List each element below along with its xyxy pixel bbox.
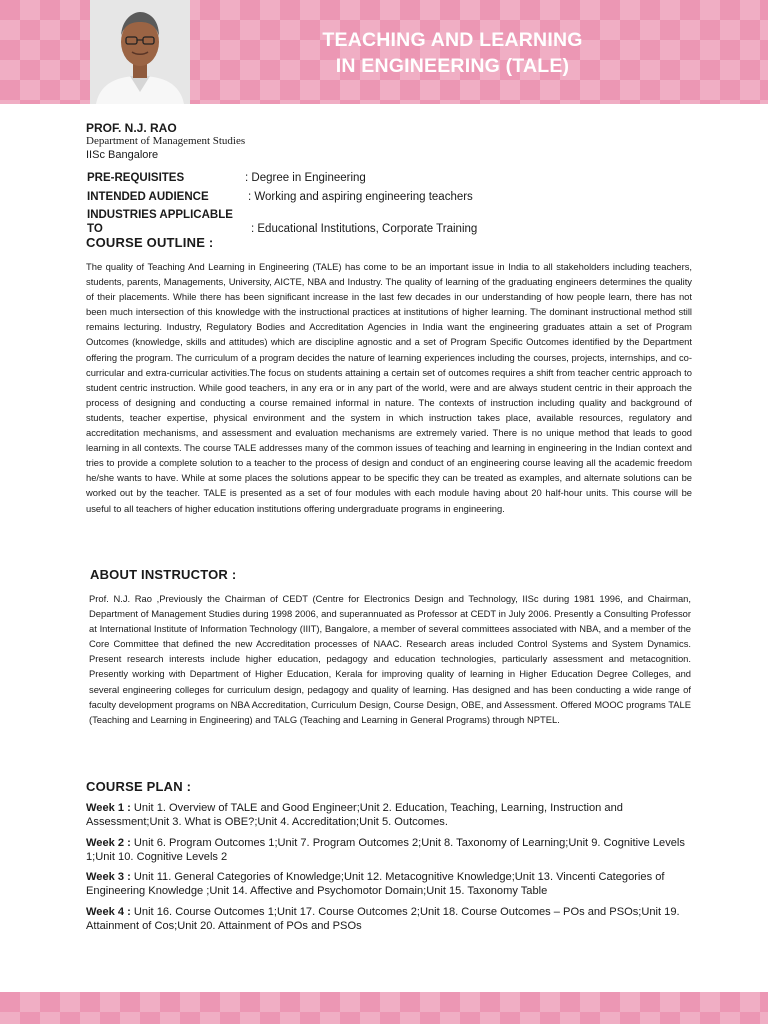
meta-label: INTENDED AUDIENCE [87, 191, 209, 203]
instructor-department: Department of Management Studies [86, 135, 246, 147]
course-outline-text: The quality of Teaching And Learning in Engineering (TALE) has come to be an important issue in India to all stakeholders including teachers, students, parents, Managements, University, AICTE, NBA and Industry. The quality of learning of the graduating engineers determines the quality of their placements. While there has been significant increase in the last few decades in our understanding of how people learn, there has not been much intersection of this knowledge with the instructional practices at institutions of higher learning. The dominant instructional method still remains lecturing. Industry, Regulatory Bodies and Accreditation Agencies in India want the engineering graduates attain a set of Program Outcomes (knowledge, skills and attitudes) which are discipline agnostic and a set of Program Specific Outcomes identified by the Department offering the program. The curriculum of a program decides the nature of learning experiences including the courses, projects, internships, and co-curricular and extra-curricular activities.The focus on students attaining a certain set of outcomes requires a shift from teacher centric approach to student centric instruction. While good teachers, in any era or in any part of the world, were and are always student centric in their approach the process of designing and conducting a course remained informal in nature. The contexts of instruction including quality and background of students, teacher expertise, physical environment and the system in which instruction takes place, available resources, regulatory and accreditation mechanisms, and assessment and evaluation mechanisms are extremely varied. There is no unique method that leads to good learning in all contexts. The course TALE addresses many of the common issues of teaching and learning in engineering in the Indian context and tries to provide a complete solution to a teacher to the process of design and conduct of an engineering course leaving all the academic freedom he/she wants to have. While at some places the solutions appear to be specific they can be treated as examples, and alternate solutions can be worked out by the teacher. TALE is presented as a set of four modules with each module having about 20 half-hour units. This course will be useful to all teachers of higher education institutions offering undergraduate programs in engineering. [86, 261, 692, 514]
about-instructor-heading: ABOUT INSTRUCTOR : [90, 567, 237, 582]
meta-value: : Working and aspiring engineering teachers [248, 191, 473, 203]
instructor-name: PROF. N.J. RAO [86, 121, 177, 135]
course-plan-heading: COURSE PLAN : [86, 779, 192, 794]
footer-band [0, 992, 768, 1024]
week-label: Week 4 : [86, 906, 131, 918]
week-label: Week 1 : [86, 802, 131, 814]
course-plan-week-3 [86, 870, 696, 898]
meta-industries [87, 208, 707, 236]
week-units: Unit 1. Overview of TALE and Good Engineer;Unit 2. Education, Teaching, Learning, Instruction and Assessment;Unit 3. What is OBE?;Unit 4. Accreditation;Unit 5. Outcomes. [86, 802, 623, 829]
header-banner [0, 0, 768, 104]
course-plan-week-4 [86, 905, 696, 933]
about-instructor-text: Prof. N.J. Rao ,Previously the Chairman of CEDT (Centre for Electronics Design and Technology, IISc during 1981 1996, and Chairman, Department of Management Studies during 1998 2006, and superannuated as Professor at CEDT in July 2006. Presently a Consulting Professor at International Institute of Information Technology (IIIT), Bangalore, a member of several committees associated with NBA, and a member of the Core Committee that defined the new Accreditation processes of NAAC. Research areas included Control Systems and System Dynamics. Present research interests include higher education, pedagogy and education technologies, particularly assessment and metacognition. Presently working with Department of Higher Education, Kerala for improving quality of learning in Higher Education Degree Colleges, and several engineering colleges for curriculum design, pedagogy and quality of learning. Has designed and has been conducting a wide range of faculty development programs on NBA Accreditation, Curriculum Design, Course Design, OBE, and Assessment. Offered MOOC programs TALE (Teaching and Learning in Engineering) and TALG (Teaching and Learning in General Programs) through NPTEL. [89, 593, 691, 725]
course-outline-heading: COURSE OUTLINE : [86, 235, 214, 250]
course-plan-week-2 [86, 836, 696, 864]
course-title-line-1: TEACHING AND LEARNING [322, 29, 583, 51]
meta-prerequisites [87, 171, 707, 185]
week-label: Week 2 : [86, 837, 131, 849]
instructor-institute: IISc Bangalore [86, 149, 159, 161]
meta-value: : Educational Institutions, Corporate Training [251, 223, 478, 235]
instructor-photo [90, 0, 190, 104]
course-title-line-2: IN ENGINEERING (TALE) [335, 55, 570, 77]
course-plan-week-1 [86, 801, 696, 829]
meta-intended-audience [87, 190, 707, 204]
week-units: Unit 6. Program Outcomes 1;Unit 7. Program Outcomes 2;Unit 8. Taxonomy of Learning;Unit 9. Cognitive Levels 1;Unit 10. Cognitive Levels 2 [86, 837, 685, 864]
meta-value: : Degree in Engineering [245, 172, 366, 184]
course-title [300, 27, 605, 79]
meta-label: INDUSTRIES APPLICABLE TO [87, 209, 233, 235]
meta-label: PRE-REQUISITES [87, 172, 185, 184]
week-units: Unit 16. Course Outcomes 1;Unit 17. Course Outcomes 2;Unit 18. Course Outcomes – POs and PSOs;Unit 19. Attainment of Cos;Unit 20. Attainment of POs and PSOs [86, 906, 680, 933]
week-units: Unit 11. General Categories of Knowledge;Unit 12. Metacognitive Knowledge;Unit 13. Vincenti Categories of Engineering Knowledge ;Unit 14. Affective and Psychomotor Domain;Unit 15. Taxonomy Table [86, 871, 665, 898]
instructor-portrait-icon [90, 0, 190, 104]
week-label: Week 3 : [86, 871, 131, 883]
